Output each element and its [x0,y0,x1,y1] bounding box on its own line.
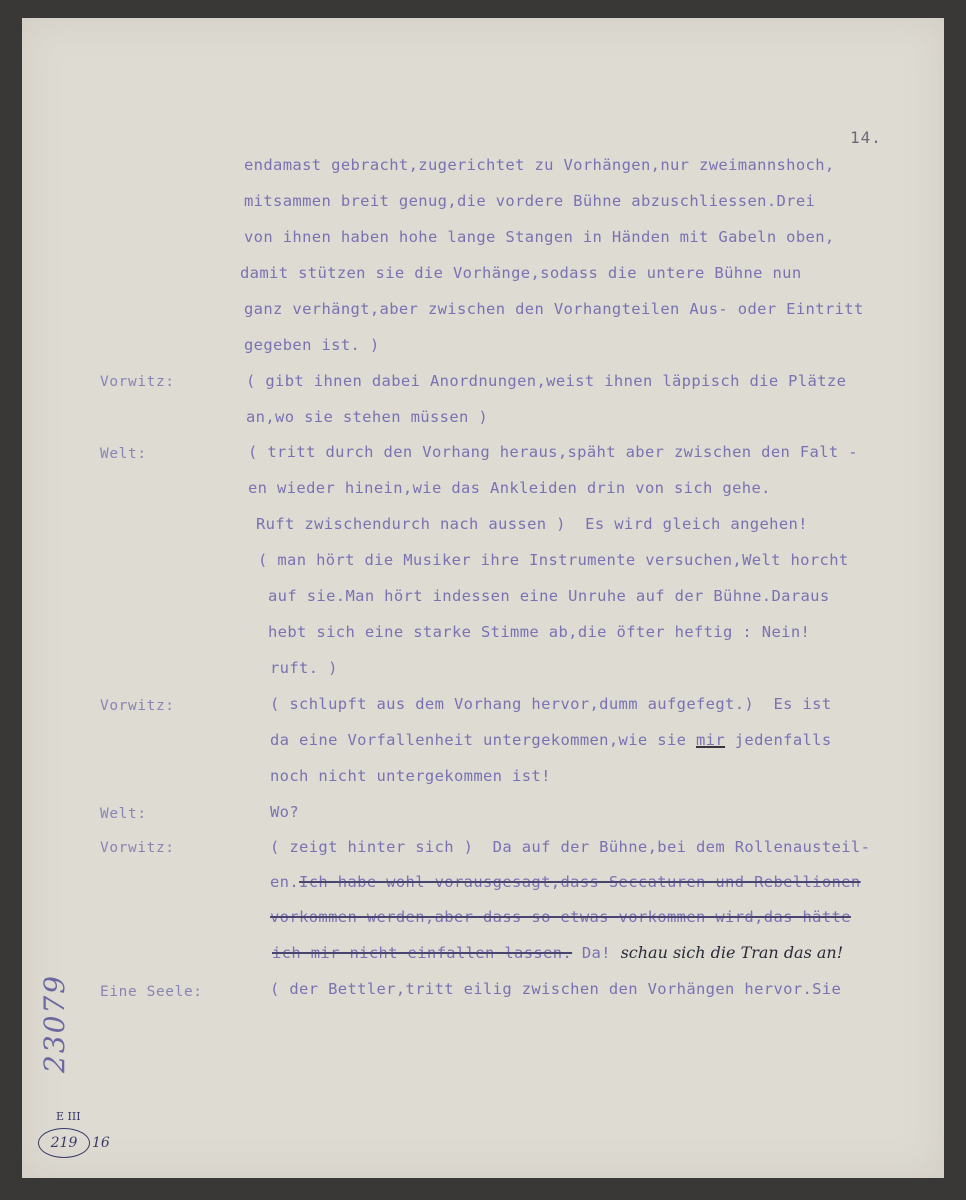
text-line: noch nicht untergekommen ist! [270,767,551,785]
text-line: endamast gebracht,zugerichtet zu Vorhängen,nur zweimannshoch, [244,156,835,174]
text-line [270,873,861,891]
document-page [22,18,944,1178]
speaker-name: Eine Seele: [100,984,203,1000]
text-line [272,943,843,962]
page-number: 14. [850,128,882,147]
archive-stamp-suffix: 16 [92,1135,110,1151]
text-line: en wieder hinein,wie das Ankleiden drin von sich gehe. [248,479,771,497]
archive-number: 23079 [38,973,71,1073]
speaker-name: Welt: [100,806,147,822]
speaker-name: Welt: [100,446,147,462]
text-line: Wo? [270,803,300,821]
text-line [270,908,851,926]
struck-text: Ich habe wohl vorausgesagt,dass Seccaturen und Rebellionen [299,873,861,891]
text-line: von ihnen haben hohe lange Stangen in Händen mit Gabeln oben, [244,228,835,246]
text-line: an,wo sie stehen müssen ) [246,408,489,426]
speaker-name: Vorwitz: [100,840,175,856]
archive-stamp-label: E III [56,1110,81,1123]
underlined-word: mir [696,731,726,749]
archive-stamp-circle: 219 [38,1128,90,1158]
speaker-name: Vorwitz: [100,698,175,714]
text-line: da eine Vorfallenheit untergekommen,wie sie mir jedenfalls [270,731,832,749]
text-line: ganz verhängt,aber zwischen den Vorhangteilen Aus- oder Eintritt [244,300,864,318]
text-line: hebt sich eine starke Stimme ab,die öfter heftig : Nein! [268,623,811,641]
struck-text: vorkommen werden,aber dass so etwas vorkommen wird,das hätte [270,908,851,926]
text-line: ( schlupft aus dem Vorhang hervor,dumm aufgefegt.) Es ist [270,695,832,713]
text-line: ( zeigt hinter sich ) Da auf der Bühne,bei dem Rollenausteil- [270,838,871,856]
text-line: ( tritt durch den Vorhang heraus,späht aber zwischen den Falt - [248,443,858,461]
text-line: ruft. ) [270,659,338,677]
text-line: damit stützen sie die Vorhänge,sodass die untere Bühne nun [240,264,802,282]
struck-text: ich mir nicht einfallen lassen. [272,944,573,962]
text-line: ( der Bettler,tritt eilig zwischen den Vorhängen hervor.Sie [270,980,842,998]
text-line: mitsammen breit genug,die vordere Bühne abzuschliessen.Drei [244,192,816,210]
text-line: gegeben ist. ) [244,336,380,354]
speaker-name: Vorwitz: [100,374,175,390]
text-line: auf sie.Man hört indessen eine Unruhe auf der Bühne.Daraus [268,587,830,605]
text-line: ( gibt ihnen dabei Anordnungen,weist ihnen läppisch die Plätze [246,372,847,390]
plain-text: en. [270,873,300,891]
text-line: Ruft zwischendurch nach aussen ) Es wird gleich angehen! [256,515,808,533]
plain-text: Da! [572,944,611,962]
handwritten-note: schau sich die Tran das an! [620,943,844,962]
text-line: ( man hört die Musiker ihre Instrumente versuchen,Welt horcht [258,551,849,569]
